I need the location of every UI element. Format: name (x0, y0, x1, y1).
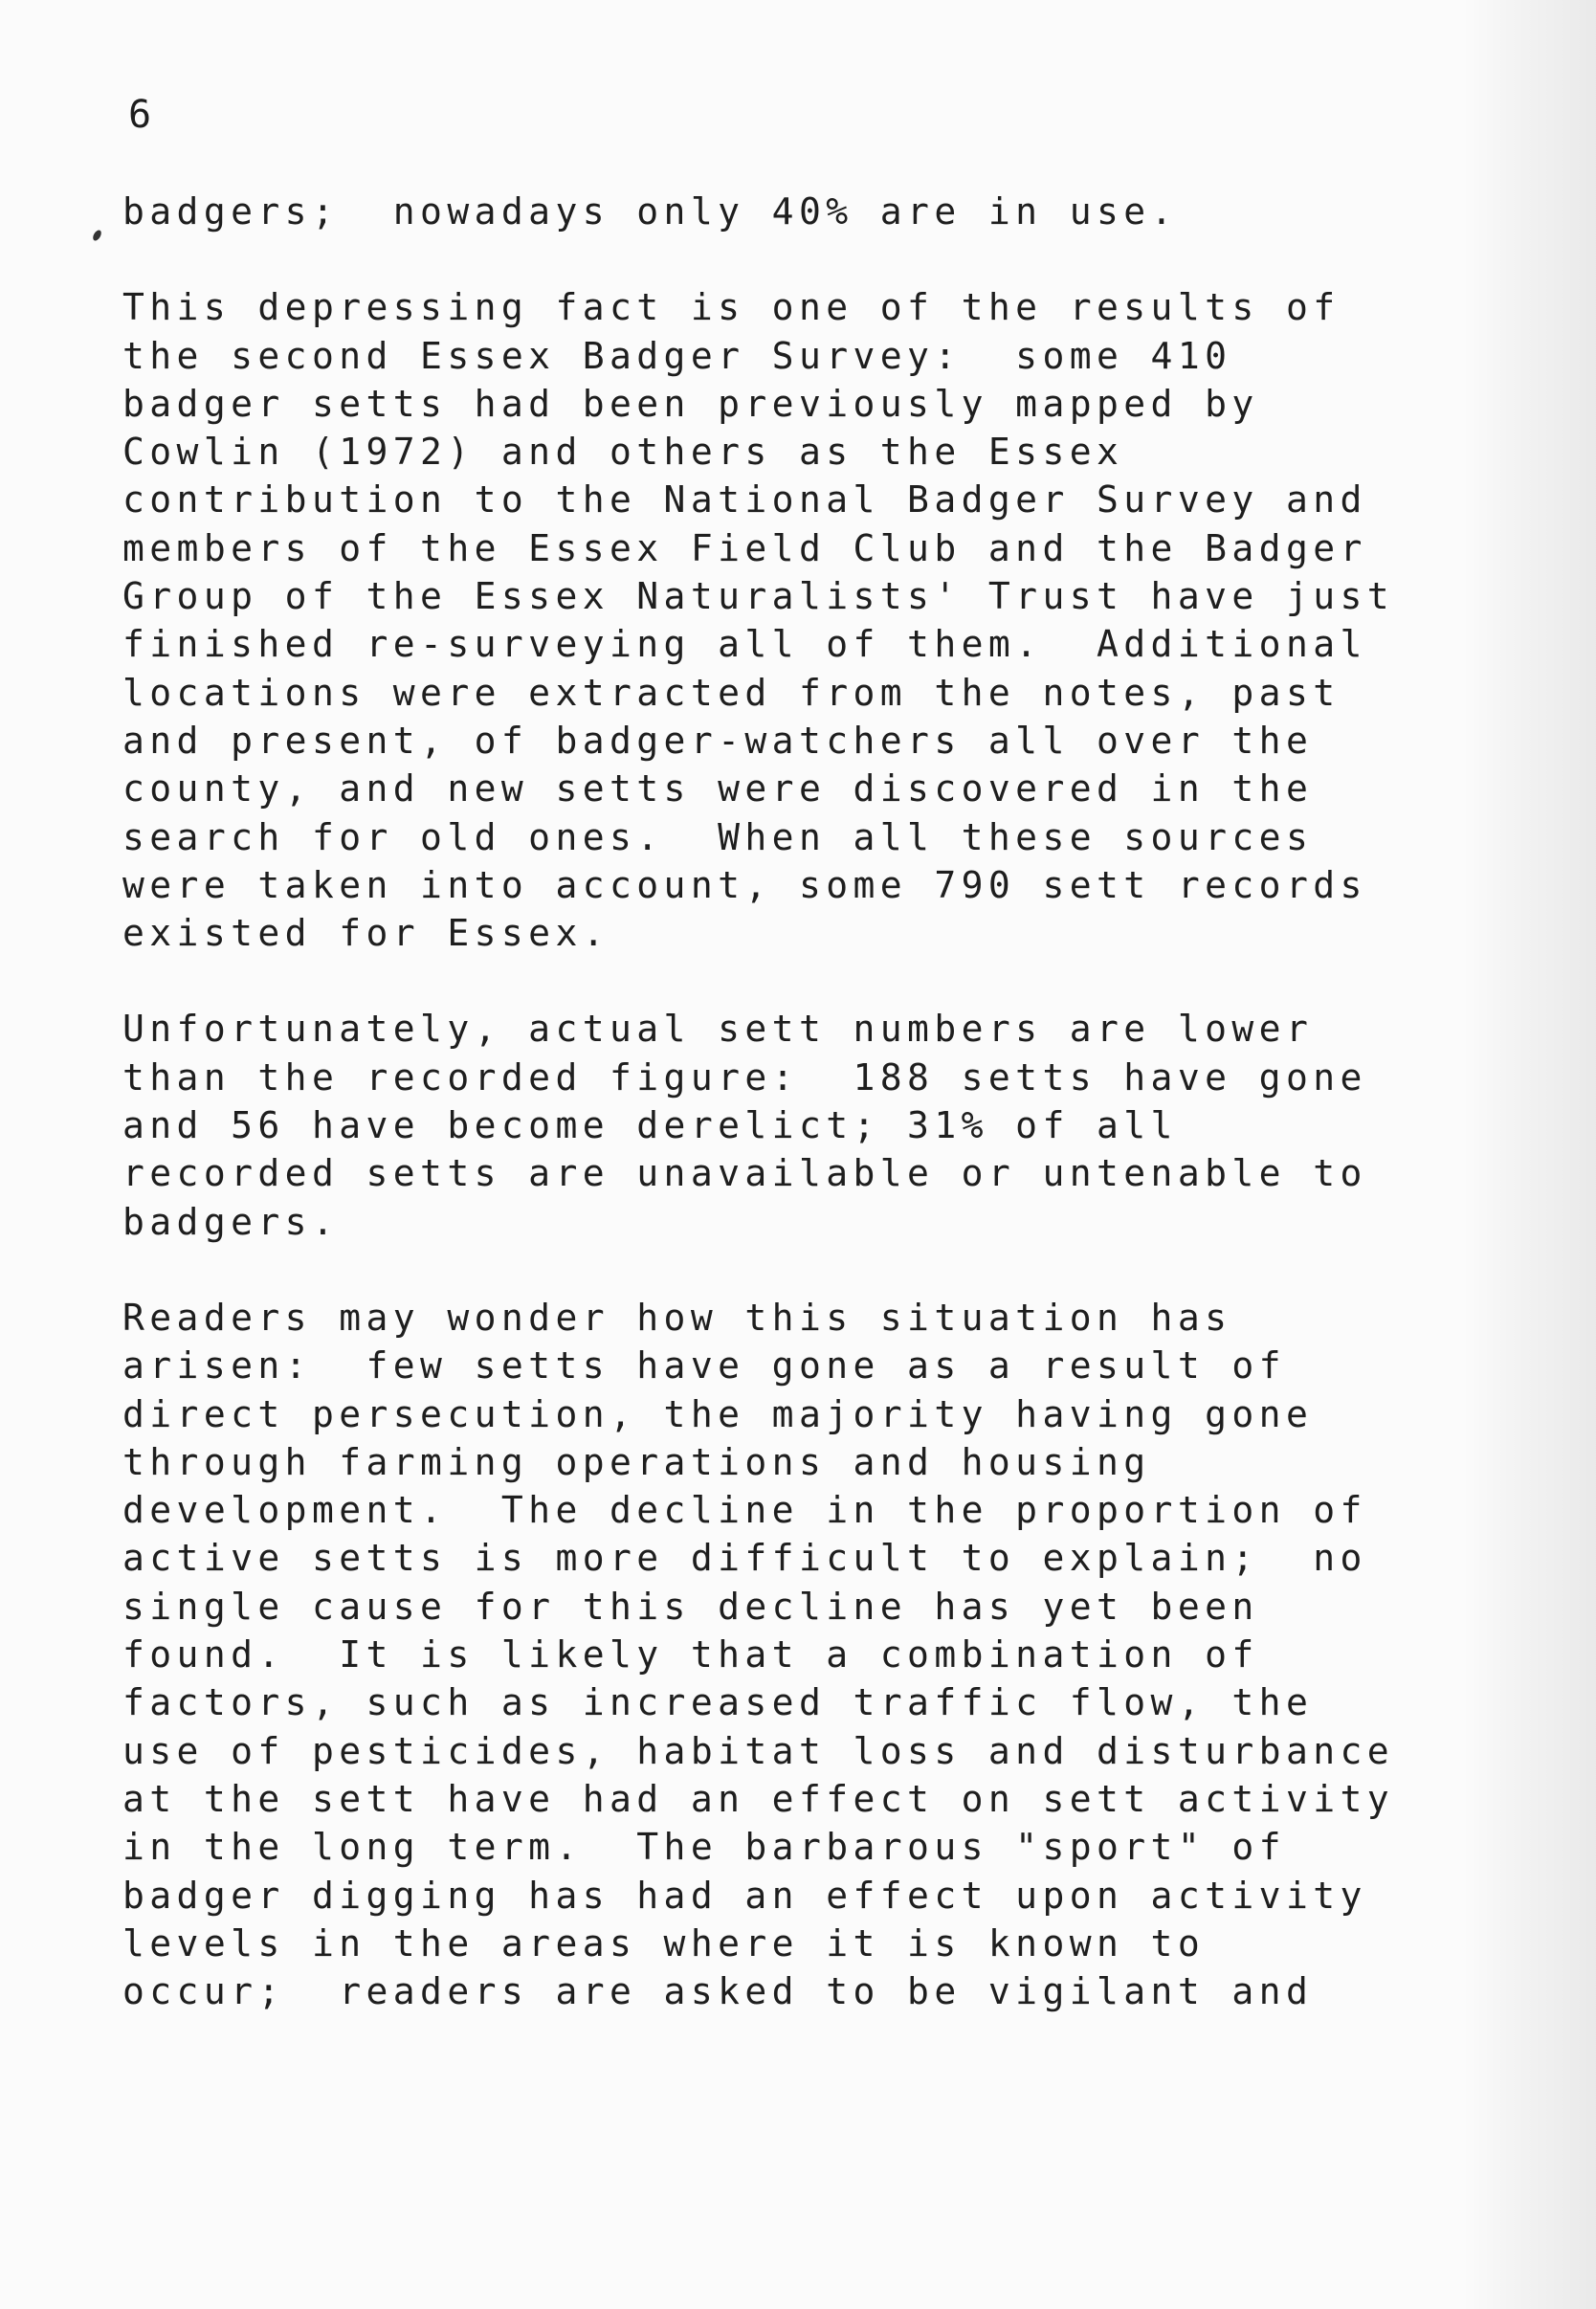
paragraph (122, 1005, 1491, 1245)
text-line: were taken into account, some 790 sett records (122, 863, 1367, 906)
body-text (122, 188, 1491, 2063)
text-line: development. The decline in the proportion of (122, 1489, 1367, 1532)
text-line: contribution to the National Badger Survey and (122, 478, 1367, 522)
page-number: 6 (128, 93, 152, 137)
text-line: the second Essex Badger Survey: some 410 (122, 334, 1232, 377)
paragraph (122, 188, 1491, 235)
text-line: occur; readers are asked to be vigilant and (122, 1970, 1314, 2013)
text-line: Readers may wonder how this situation has (122, 1296, 1232, 1339)
text-line: finished re-surveying all of them. Additional (122, 623, 1367, 666)
text-line: badger setts had been previously mapped by (122, 382, 1259, 425)
text-line: members of the Essex Field Club and the Badger (122, 526, 1367, 569)
text-line: Cowlin (1972) and others as the Essex (122, 431, 1124, 474)
text-line: factors, such as increased traffic flow, the (122, 1681, 1314, 1724)
text-line: active setts is more difficult to explain; no (122, 1537, 1367, 1580)
text-line: badgers. (122, 1200, 340, 1243)
text-line: recorded setts are unavailable or untenable to (122, 1152, 1367, 1195)
text-line: search for old ones. When all these sources (122, 815, 1314, 858)
text-line: Unfortunately, actual sett numbers are lower (122, 1008, 1314, 1051)
text-line: in the long term. The barbarous "sport" of (122, 1826, 1286, 1869)
text-line: levels in the areas where it is known to (122, 1921, 1206, 1965)
paragraph (122, 1294, 1491, 2015)
text-line: at the sett have had an effect on sett activity (122, 1777, 1395, 1820)
text-line: badgers; nowadays only 40% are in use. (122, 190, 1178, 233)
text-line: through farming operations and housing (122, 1440, 1151, 1483)
text-line: county, and new setts were discovered in the (122, 767, 1314, 810)
text-line: found. It is likely that a combination of (122, 1633, 1259, 1676)
text-line: existed for Essex. (122, 912, 610, 955)
text-line: and 56 have become derelict; 31% of all (122, 1104, 1178, 1147)
text-line: badger digging has had an effect upon activity (122, 1874, 1367, 1917)
text-line: direct persecution, the majority having gone (122, 1392, 1314, 1435)
paragraph (122, 283, 1491, 957)
text-line: arisen: few setts have gone as a result of (122, 1344, 1286, 1388)
text-line: Group of the Essex Naturalists' Trust have just (122, 575, 1395, 618)
text-line: than the recorded figure: 188 setts have gone (122, 1055, 1367, 1099)
scan-speck (91, 229, 102, 242)
text-line: single cause for this decline has yet been (122, 1585, 1259, 1628)
text-line: use of pesticides, habitat loss and disturbance (122, 1729, 1395, 1772)
text-line: and present, of badger-watchers all over the (122, 719, 1314, 762)
text-line: This depressing fact is one of the results of (122, 286, 1341, 329)
text-line: locations were extracted from the notes, past (122, 671, 1341, 714)
